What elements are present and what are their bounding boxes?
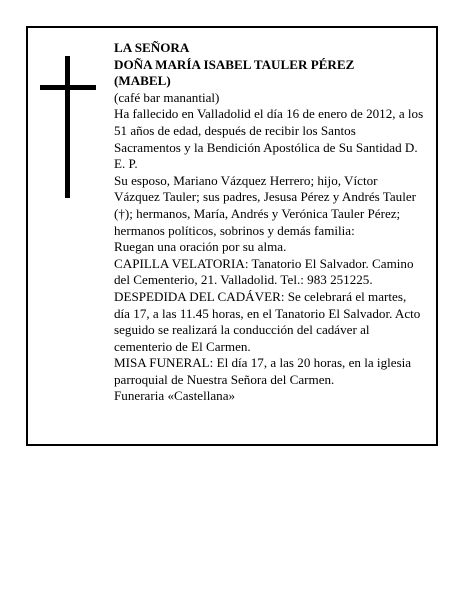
funeral-mass-info: MISA FUNERAL: El día 17, a las 20 horas, en la iglesia parroquial de Nuestra Señora del Carmen.	[114, 355, 412, 387]
notice-text	[114, 40, 424, 405]
cross-vertical-bar	[65, 56, 70, 198]
obituary-notice	[26, 26, 438, 446]
farewell-info: DESPEDIDA DEL CADÁVER: Se celebrará el martes, día 17, a las 11.45 horas, en el Tanatorio El Salvador. Acto seguido se realizará la conducción del cadáver al cementerio de El Carmen.	[114, 288, 421, 354]
cross-horizontal-bar	[40, 85, 96, 90]
chapel-info: CAPILLA VELATORIA: Tanatorio El Salvador. Camino del Cementerio, 21. Valladolid. Tel.: 983 251225.	[114, 255, 414, 288]
notice-subtitle: (café bar manantial)	[114, 89, 220, 105]
deceased-nickname: (MABEL)	[114, 73, 171, 89]
death-announcement: Ha fallecido en Valladolid el día 16 de enero de 2012, a los 51 años de edad, después de recibir los Santos Sacramentos y la Bendición Apostólica de Su Santidad D. E. P.	[114, 106, 424, 172]
deceased-name: DOÑA MARÍA ISABEL TAULER PÉREZ	[114, 56, 355, 72]
cross-icon	[40, 56, 96, 198]
notice-title: LA SEÑORA	[114, 40, 190, 55]
family-list: Su esposo, Mariano Vázquez Herrero; hijo, Víctor Vázquez Tauler; sus padres, Jesusa Pérez y Andrés Tauler (†); hermanos, María, Andrés y Verónica Tauler Pérez; hermanos políticos, sobrinos y demás familia:	[114, 172, 417, 238]
prayer-request: Ruegan una oración por su alma.	[114, 239, 287, 255]
funeral-home: Funeraria «Castellana»	[114, 388, 236, 404]
